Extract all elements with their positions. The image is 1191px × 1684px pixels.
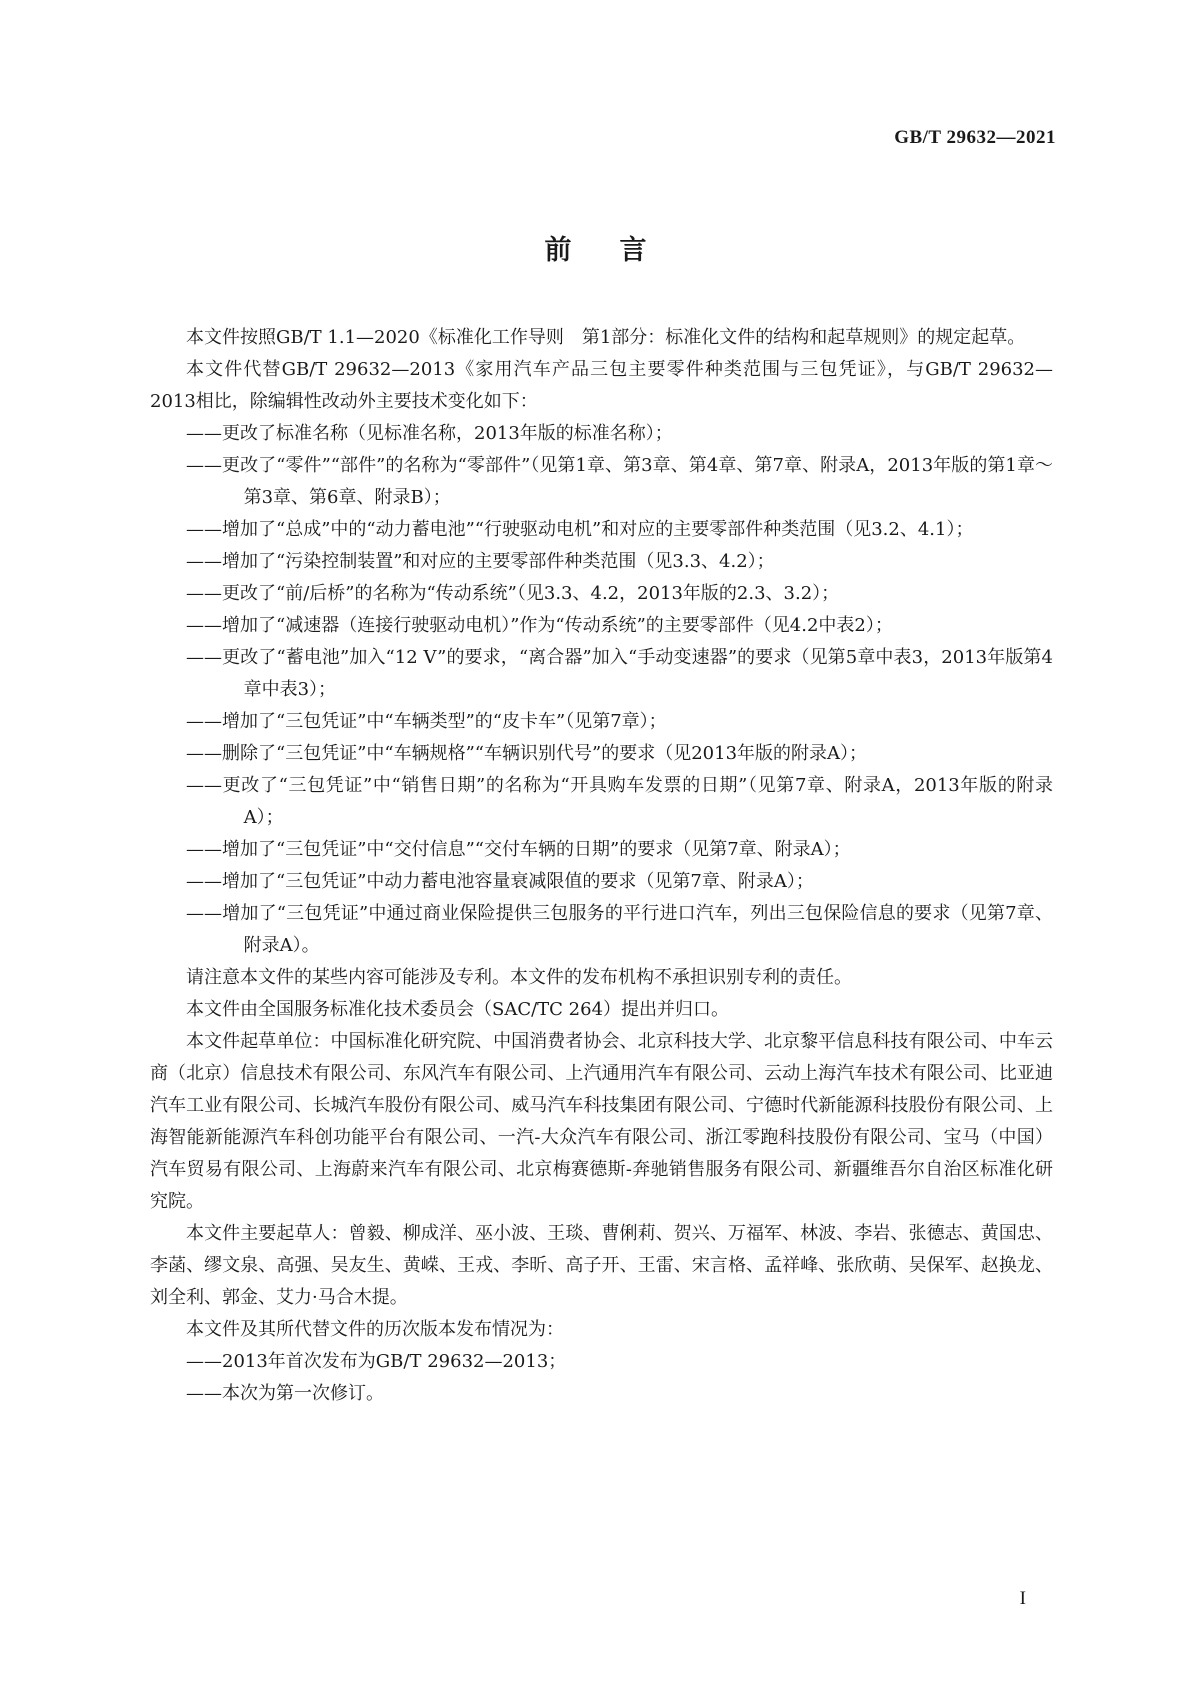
list-item: ——删除了“三包凭证”中“车辆规格”“车辆识别代号”的要求（见2013年版的附录A）；: [186, 743, 868, 764]
list-item: ——增加了“污染控制装置”和对应的主要零部件种类范围（见3.3、4.2）；: [186, 551, 775, 572]
foreword-body: [150, 322, 1053, 1410]
list-item: ——更改了“前/后桥”的名称为“传动系统”（见3.3、4.2，2013年版的2.3、3.2）；: [186, 583, 840, 604]
history-list: [150, 1346, 1053, 1410]
list-item: ——2013年首次发布为GB/T 29632—2013；: [186, 1351, 567, 1372]
patent-notice: 请注意本文件的某些内容可能涉及专利。本文件的发布机构不承担识别专利的责任。: [186, 967, 852, 988]
paragraph-replacement: 本文件代替GB/T 29632—2013《家用汽车产品三包主要零件种类范围与三包凭证》，与GB/T 29632—2013相比，除编辑性改动外主要技术变化如下：: [150, 359, 1053, 412]
proposer-statement: 本文件由全国服务标准化技术委员会（SAC/TC 264）提出并归口。: [186, 999, 730, 1020]
list-item: ——增加了“减速器（连接行驶驱动电机）”作为“传动系统”的主要零部件（见4.2中表2）；: [186, 615, 893, 636]
list-item: ——更改了标准名称（见标准名称，2013年版的标准名称）；: [186, 423, 673, 444]
drafting-units: 本文件起草单位：中国标准化研究院、中国消费者协会、北京科技大学、北京黎平信息科技有限公司、中车云商（北京）信息技术有限公司、东风汽车有限公司、上汽通用汽车有限公司、云动上海汽车技术有限公司、比亚迪汽车工业有限公司、长城汽车股份有限公司、威马汽车科技集团有限公司、宁德时代新能源科技股份有限公司、上海智能新能源汽车科创功能平台有限公司、一汽-大众汽车有限公司、浙江零跑科技股份有限公司、宝马（中国）汽车贸易有限公司、上海蔚来汽车有限公司、北京梅赛德斯-奔驰销售服务有限公司、新疆维吾尔自治区标准化研究院。: [150, 1031, 1053, 1212]
list-item: ——增加了“三包凭证”中“车辆类型”的“皮卡车”（见第7章）；: [186, 711, 667, 732]
list-item: ——本次为第一次修订。: [186, 1383, 384, 1404]
list-item: ——更改了“零件”“部件”的名称为“零部件”（见第1章、第3章、第4章、第7章、附录A，2013年版的第1章～第3章、第6章、附录B）；: [186, 455, 1053, 508]
list-item: ——增加了“三包凭证”中动力蓄电池容量衰减限值的要求（见第7章、附录A）；: [186, 871, 814, 892]
page-title: 前言: [544, 235, 695, 266]
drafters: 本文件主要起草人：曾毅、柳成洋、巫小波、王琰、曹俐莉、贺兴、万福军、林波、李岩、张德志、黄国忠、李菡、缪文泉、高强、吴友生、黄嵘、王戎、李昕、高子开、王雷、宋言格、孟祥峰、张欣萌、吴保军、赵换龙、刘全利、郭金、艾力·马合木提。: [150, 1223, 1053, 1308]
list-item: ——更改了“蓄电池”加入“12 V”的要求，“离合器”加入“手动变速器”的要求（见第5章中表3，2013年版第4章中表3）；: [186, 647, 1053, 700]
page-number: I: [1019, 1588, 1026, 1609]
list-item: ——增加了“三包凭证”中“交付信息”“交付车辆的日期”的要求（见第7章、附录A）；: [186, 839, 851, 860]
list-item: ——更改了“三包凭证”中“销售日期”的名称为“开具购车发票的日期”（见第7章、附录A，2013年版的附录A）；: [186, 775, 1053, 828]
standard-code: GB/T 29632—2021: [894, 127, 1056, 148]
list-item: ——增加了“总成”中的“动力蓄电池”“行驶驱动电机”和对应的主要零部件种类范围（见3.2、4.1）；: [186, 519, 974, 540]
paragraph-drafting-rules: 本文件按照GB/T 1.1—2020《标准化工作导则 第1部分：标准化文件的结构和起草规则》的规定起草。: [186, 327, 1026, 348]
change-list: [150, 418, 1053, 962]
history-intro: 本文件及其所代替文件的历次版本发布情况为：: [186, 1319, 564, 1340]
list-item: ——增加了“三包凭证”中通过商业保险提供三包服务的平行进口汽车，列出三包保险信息的要求（见第7章、附录A）。: [186, 903, 1053, 956]
